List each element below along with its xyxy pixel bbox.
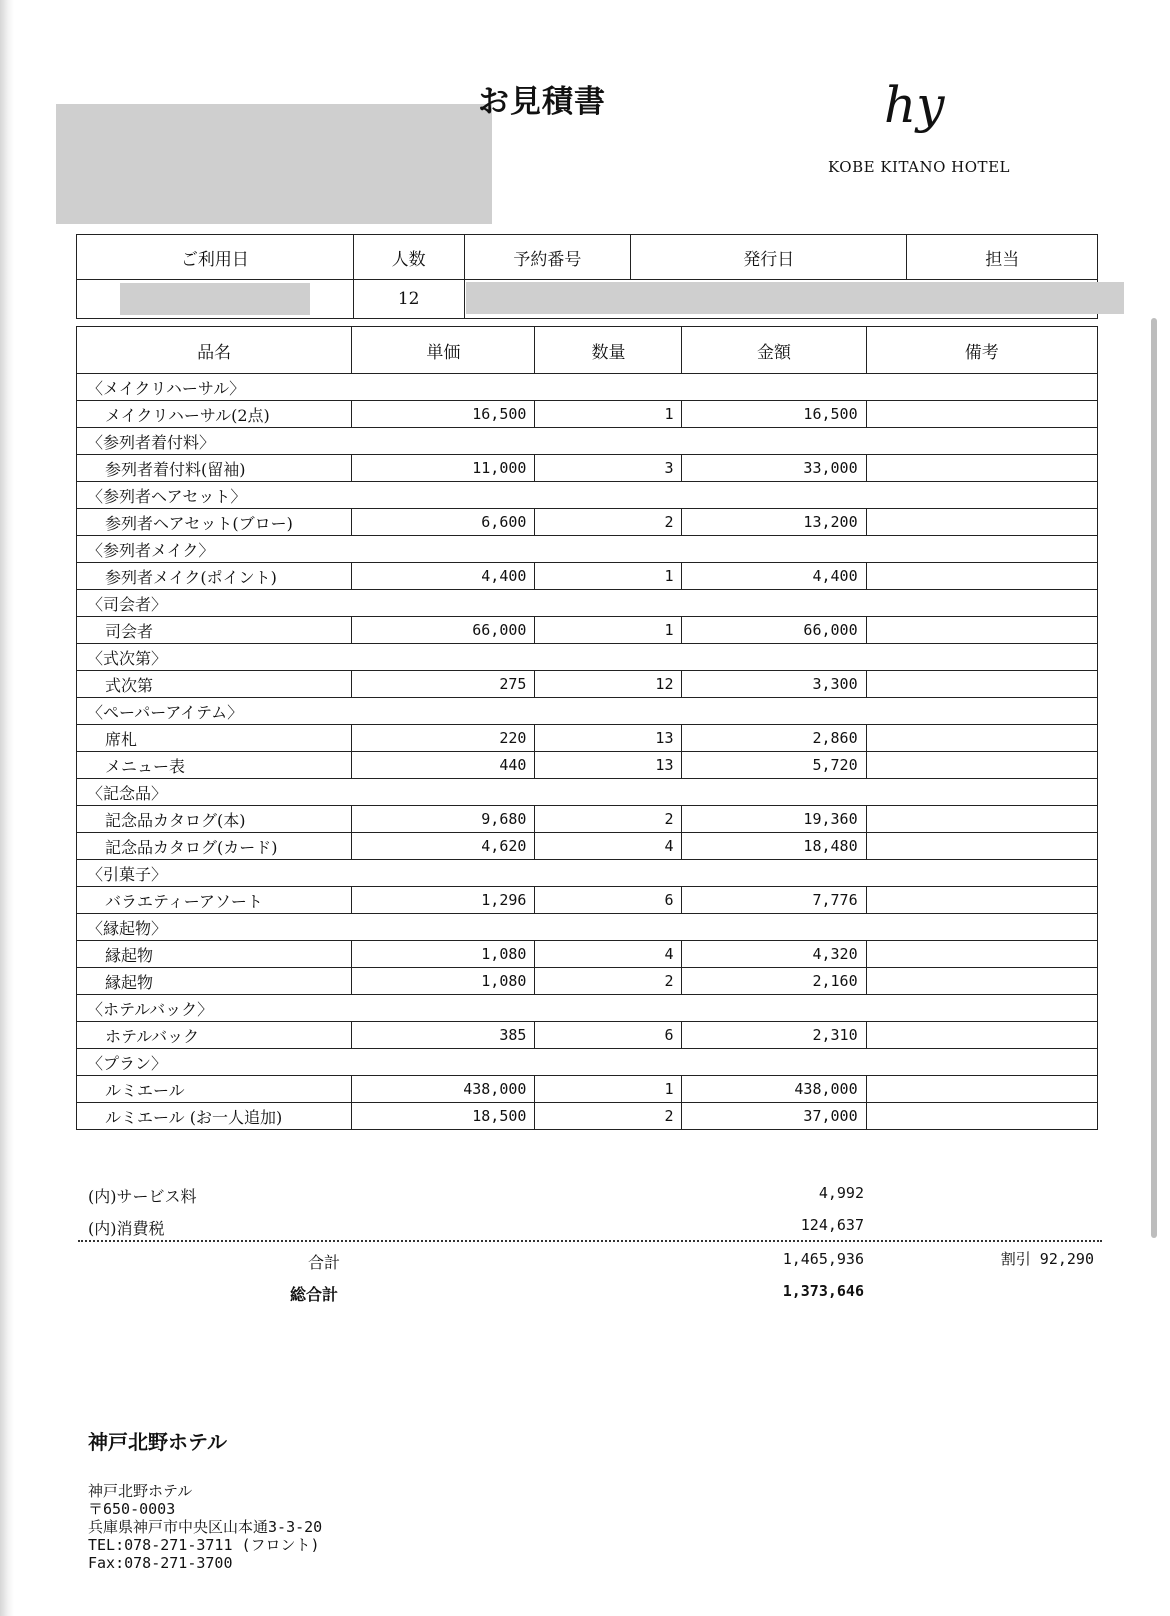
category-label: 〈プラン〉 [77,1049,1098,1076]
item-amount: 16,500 [682,401,866,428]
item-remarks [866,806,1097,833]
item-row [77,1103,1098,1130]
item-quantity: 6 [535,1022,682,1049]
item-unit-price: 4,400 [352,563,535,590]
item-row [77,563,1098,590]
item-unit-price: 385 [352,1022,535,1049]
hotel-name-heading: 神戸北野ホテル [88,1430,227,1454]
item-name: ルミエール (お一人追加) [77,1103,352,1130]
item-name: 縁起物 [77,968,352,995]
usage-date-value [77,280,354,319]
items-table [76,326,1098,1130]
item-row [77,509,1098,536]
category-label: 〈式次第〉 [77,644,1098,671]
redacted-reservation-details [466,282,1124,314]
item-remarks [866,617,1097,644]
item-unit-price: 1,080 [352,968,535,995]
category-row [77,860,1098,887]
item-unit-price: 16,500 [352,401,535,428]
category-row [77,779,1098,806]
category-row [77,482,1098,509]
category-row [77,1049,1098,1076]
category-label: 〈参列者ヘアセット〉 [77,482,1098,509]
category-row [77,995,1098,1022]
category-label: 〈記念品〉 [77,779,1098,806]
item-quantity: 1 [535,401,682,428]
category-label: 〈ペーパーアイテム〉 [77,698,1098,725]
category-row [77,536,1098,563]
item-amount: 5,720 [682,752,866,779]
item-amount: 4,320 [682,941,866,968]
header-unit-price: 単価 [352,327,535,374]
item-remarks [866,563,1097,590]
item-row [77,752,1098,779]
item-name: バラエティーアソート [77,887,352,914]
item-remarks [866,401,1097,428]
item-quantity: 1 [535,563,682,590]
category-row [77,698,1098,725]
item-quantity: 1 [535,617,682,644]
header-remarks: 備考 [866,327,1097,374]
item-amount: 2,860 [682,725,866,752]
header-quantity: 数量 [535,327,682,374]
header-item-name: 品名 [77,327,352,374]
item-row [77,617,1098,644]
item-remarks [866,752,1097,779]
item-row [77,401,1098,428]
category-row [77,644,1098,671]
item-remarks [866,671,1097,698]
item-unit-price: 18,500 [352,1103,535,1130]
item-remarks [866,1103,1097,1130]
item-unit-price: 11,000 [352,455,535,482]
item-remarks [866,887,1097,914]
grand-total-value: 1,373,646 [782,1282,864,1300]
category-row [77,590,1098,617]
items-header-row [77,327,1098,374]
item-row [77,806,1098,833]
item-unit-price: 220 [352,725,535,752]
category-label: 〈縁起物〉 [77,914,1098,941]
summary-divider [78,1240,1102,1242]
header-issue-date: 発行日 [631,235,907,280]
item-name: 記念品カタログ(カード) [77,833,352,860]
item-name: 縁起物 [77,941,352,968]
address-line: Fax:078-271-3700 [88,1554,233,1572]
item-amount: 13,200 [682,509,866,536]
category-row [77,914,1098,941]
item-name: 式次第 [77,671,352,698]
item-unit-price: 275 [352,671,535,698]
item-amount: 66,000 [682,617,866,644]
header-amount: 金額 [682,327,866,374]
item-name: メイクリハーサル(2点) [77,401,352,428]
item-quantity: 13 [535,752,682,779]
item-quantity: 1 [535,1076,682,1103]
category-label: 〈司会者〉 [77,590,1098,617]
item-unit-price: 440 [352,752,535,779]
item-unit-price: 4,620 [352,833,535,860]
item-row [77,833,1098,860]
item-name: ルミエール [77,1076,352,1103]
item-row [77,887,1098,914]
item-quantity: 6 [535,887,682,914]
item-quantity: 2 [535,1103,682,1130]
item-amount: 19,360 [682,806,866,833]
page-edge-shadow [0,0,14,1616]
category-row [77,374,1098,401]
item-remarks [866,941,1097,968]
item-amount: 37,000 [682,1103,866,1130]
address-line: TEL:078-271-3711 (フロント) [88,1536,320,1554]
item-name: ホテルバック [77,1022,352,1049]
people-value: 12 [353,280,464,319]
item-row [77,455,1098,482]
item-quantity: 2 [535,968,682,995]
item-name: メニュー表 [77,752,352,779]
item-row [77,1022,1098,1049]
item-quantity: 4 [535,941,682,968]
address-line: 兵庫県神戸市中央区山本通3-3-20 [88,1518,323,1536]
grand-total-label: 総合計 [290,1285,339,1304]
item-quantity: 3 [535,455,682,482]
category-label: 〈メイクリハーサル〉 [77,374,1098,401]
item-amount: 18,480 [682,833,866,860]
item-amount: 2,310 [682,1022,866,1049]
header-people: 人数 [353,235,464,280]
item-amount: 4,400 [682,563,866,590]
tax-label: (内)消費税 [88,1219,165,1238]
item-row [77,671,1098,698]
subtotal-label: 合計 [308,1253,341,1272]
item-remarks [866,833,1097,860]
category-label: 〈ホテルバック〉 [77,995,1098,1022]
item-amount: 33,000 [682,455,866,482]
document-title: お見積書 [478,84,606,120]
item-remarks [866,968,1097,995]
item-remarks [866,1022,1097,1049]
item-row [77,1076,1098,1103]
category-label: 〈引菓子〉 [77,860,1098,887]
item-row [77,968,1098,995]
item-remarks [866,509,1097,536]
item-quantity: 12 [535,671,682,698]
item-amount: 3,300 [682,671,866,698]
subtotal-value: 1,465,936 [782,1250,864,1268]
item-name: 席札 [77,725,352,752]
header-staff: 担当 [907,235,1098,280]
item-quantity: 4 [535,833,682,860]
item-unit-price: 9,680 [352,806,535,833]
item-quantity: 2 [535,806,682,833]
tax-value: 124,637 [800,1216,864,1234]
address-line: 神戸北野ホテル [88,1482,193,1500]
item-unit-price: 66,000 [352,617,535,644]
item-amount: 438,000 [682,1076,866,1103]
item-quantity: 2 [535,509,682,536]
item-name: 参列者着付料(留袖) [77,455,352,482]
item-name: 参列者ヘアセット(ブロー) [77,509,352,536]
item-amount: 2,160 [682,968,866,995]
header-usage-date: ご利用日 [77,235,354,280]
items-body [77,374,1098,1130]
address-line: 〒650-0003 [88,1500,176,1518]
item-row [77,725,1098,752]
service-charge-value: 4,992 [818,1184,864,1202]
hotel-logo-icon: hy [884,76,945,134]
item-quantity: 13 [535,725,682,752]
info-header-row [77,235,1098,280]
item-unit-price: 6,600 [352,509,535,536]
item-remarks [866,725,1097,752]
item-remarks [866,455,1097,482]
category-row [77,428,1098,455]
category-label: 〈参列者メイク〉 [77,536,1098,563]
category-label: 〈参列者着付料〉 [77,428,1098,455]
item-remarks [866,1076,1097,1103]
item-unit-price: 1,080 [352,941,535,968]
redacted-addressee [56,104,492,224]
header-reservation-no: 予約番号 [464,235,631,280]
item-unit-price: 438,000 [352,1076,535,1103]
item-name: 参列者メイク(ポイント) [77,563,352,590]
hotel-address [88,1482,322,1572]
item-amount: 7,776 [682,887,866,914]
scrollbar[interactable] [1151,318,1157,1238]
discount-value: 割引 92,290 [1000,1250,1094,1268]
service-charge-label: (内)サービス料 [88,1187,197,1206]
item-name: 司会者 [77,617,352,644]
item-row [77,941,1098,968]
item-unit-price: 1,296 [352,887,535,914]
hotel-logo-text: KOBE KITANO HOTEL [828,158,1010,176]
redacted-date [120,283,310,315]
item-name: 記念品カタログ(本) [77,806,352,833]
